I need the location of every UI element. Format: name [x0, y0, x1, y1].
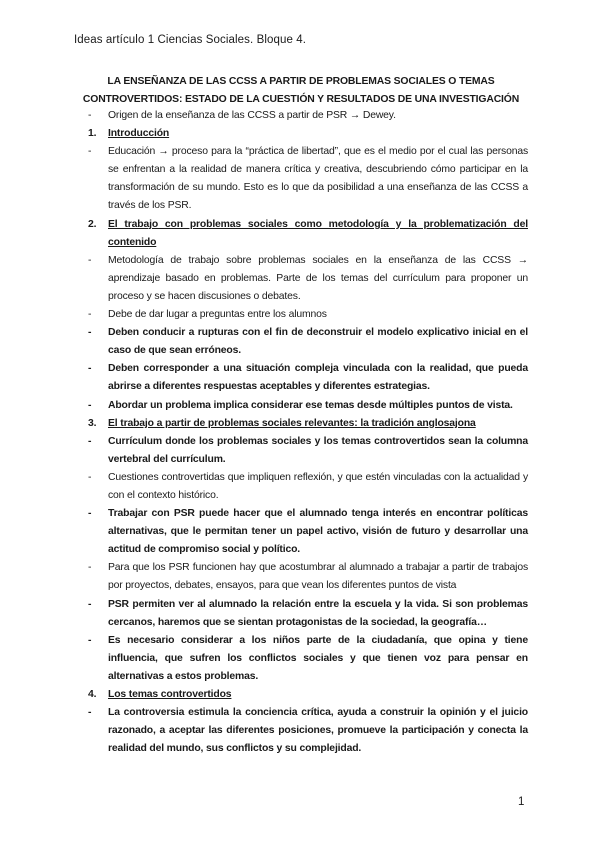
section-number: 2. [88, 218, 97, 230]
bullet-dash: - [88, 598, 92, 610]
section-heading-4 [88, 686, 528, 704]
bullet-dash: - [88, 435, 92, 447]
list-item-text: PSR permiten ver al alumnado la relación entre la escuela y la vida. Si son problemas cercanos, haremos que se sientan protagonistas de la sociedad, la geografía… [108, 598, 528, 628]
document-body [88, 107, 528, 758]
list-item-text: Metodología de trabajo sobre problemas sociales en la enseñanza de las CCSS → aprendizaje basado en problemas. Parte de los temas del currículum para proponer un proceso y se hacen discusiones o debates. [108, 254, 528, 302]
list-item-text: Deben conducir a rupturas con el fin de deconstruir el modelo explicativo inicial en el caso de que sean erróneos. [108, 327, 528, 357]
section-title: El trabajo a partir de problemas sociales relevantes: la tradición anglosajona [108, 417, 476, 429]
list-item-text: La controversia estimula la conciencia crítica, ayuda a construir la opinión y el juicio razonado, a aceptar las diferentes posiciones, promueve la participación y conecta la realidad del mundo, sus conflictos y su complejidad. [108, 707, 528, 755]
list-item [88, 306, 528, 324]
bullet-dash: - [88, 363, 92, 375]
list-item [88, 433, 528, 469]
section-number: 4. [88, 689, 97, 700]
title-line-1: LA ENSEÑANZA DE LAS CCSS A PARTIR DE PROBLEMAS SOCIALES O TEMAS [107, 76, 495, 87]
list-item [88, 324, 528, 360]
list-item-text: Deben corresponder a una situación compleja vinculada con la realidad, que pueda abrirse a diferentes respuestas aceptables y diferentes estrategias. [108, 363, 528, 393]
section-title: El trabajo con problemas sociales como metodología y la problematización del contenido [108, 218, 528, 248]
bullet-dash: - [88, 146, 92, 158]
section-title: Los temas controvertidos [108, 689, 232, 700]
list-item-text: Currículum donde los problemas sociales y los temas controvertidos sean la columna vertebral del currículum. [108, 435, 528, 465]
list-item [88, 632, 528, 686]
bullet-dash: - [88, 309, 92, 321]
list-item-text: Para que los PSR funcionen hay que acostumbrar al alumnado a trabajar a partir de trabajos por proyectos, debates, ensayos, para que vean los diferentes puntos de vista [108, 562, 528, 592]
bullet-dash: - [88, 508, 92, 520]
list-item-text: Es necesario considerar a los niños parte de la ciudadanía, que opina y tiene influencia, que sufren los conflictos sociales y que tienen voz para pensar en alternativas a estos problemas. [108, 634, 528, 682]
title-line-2: CONTROVERTIDOS: ESTADO DE LA CUESTIÓN Y RESULTADOS DE UNA INVESTIGACIÓN [82, 94, 520, 105]
bullet-dash: - [88, 707, 92, 719]
bullet-dash: - [88, 327, 92, 339]
list-item [88, 704, 528, 758]
list-item-text: Educación → proceso para la “práctica de libertad”, que es el medio por el cual las personas se enfrentan a la realidad de manera crítica y creativa, descubriendo cómo participar en la transformación de su mundo. Esto es lo que da posibilidad a una enseñanza de las CCSS a través de los PSR. [108, 146, 528, 212]
bullet-dash: - [88, 110, 92, 121]
section-heading-1 [88, 125, 528, 143]
list-item [88, 505, 528, 559]
section-heading-3 [88, 415, 528, 433]
bullet-dash: - [88, 562, 92, 574]
section-heading-2 [88, 216, 528, 252]
bullet-dash: - [88, 471, 92, 483]
origin-text: Origen de la enseñanza de las CCSS a partir de PSR → Dewey. [108, 110, 396, 121]
list-item [88, 397, 528, 415]
list-item-text: Trabajar con PSR puede hacer que el alumnado tenga interés en encontrar políticas alternativas, que le permitan tener un papel activo, visión de futuro y desarrollar una actitud de compromiso social y político. [108, 508, 528, 556]
list-item [88, 596, 528, 632]
list-item [88, 252, 528, 306]
section-number: 1. [88, 128, 97, 140]
bullet-dash: - [88, 634, 92, 646]
section-number: 3. [88, 417, 97, 429]
page-number: 1 [518, 796, 525, 808]
bullet-dash: - [88, 254, 92, 266]
bullet-dash: - [88, 399, 92, 411]
origin-item [88, 107, 528, 125]
list-item-text: Debe de dar lugar a preguntas entre los alumnos [108, 309, 327, 321]
list-item [88, 559, 528, 595]
list-item-text: Cuestiones controvertidas que impliquen reflexión, y que estén vinculadas con la actualidad y con el contexto histórico. [108, 471, 528, 501]
list-item [88, 360, 528, 396]
page-header: Ideas artículo 1 Ciencias Sociales. Bloque 4. [74, 34, 307, 46]
list-item [88, 143, 528, 215]
list-item [88, 469, 528, 505]
section-title: Introducción [108, 128, 170, 140]
document-title [74, 73, 528, 109]
list-item-text: Abordar un problema implica considerar ese temas desde múltiples puntos de vista. [108, 399, 513, 411]
